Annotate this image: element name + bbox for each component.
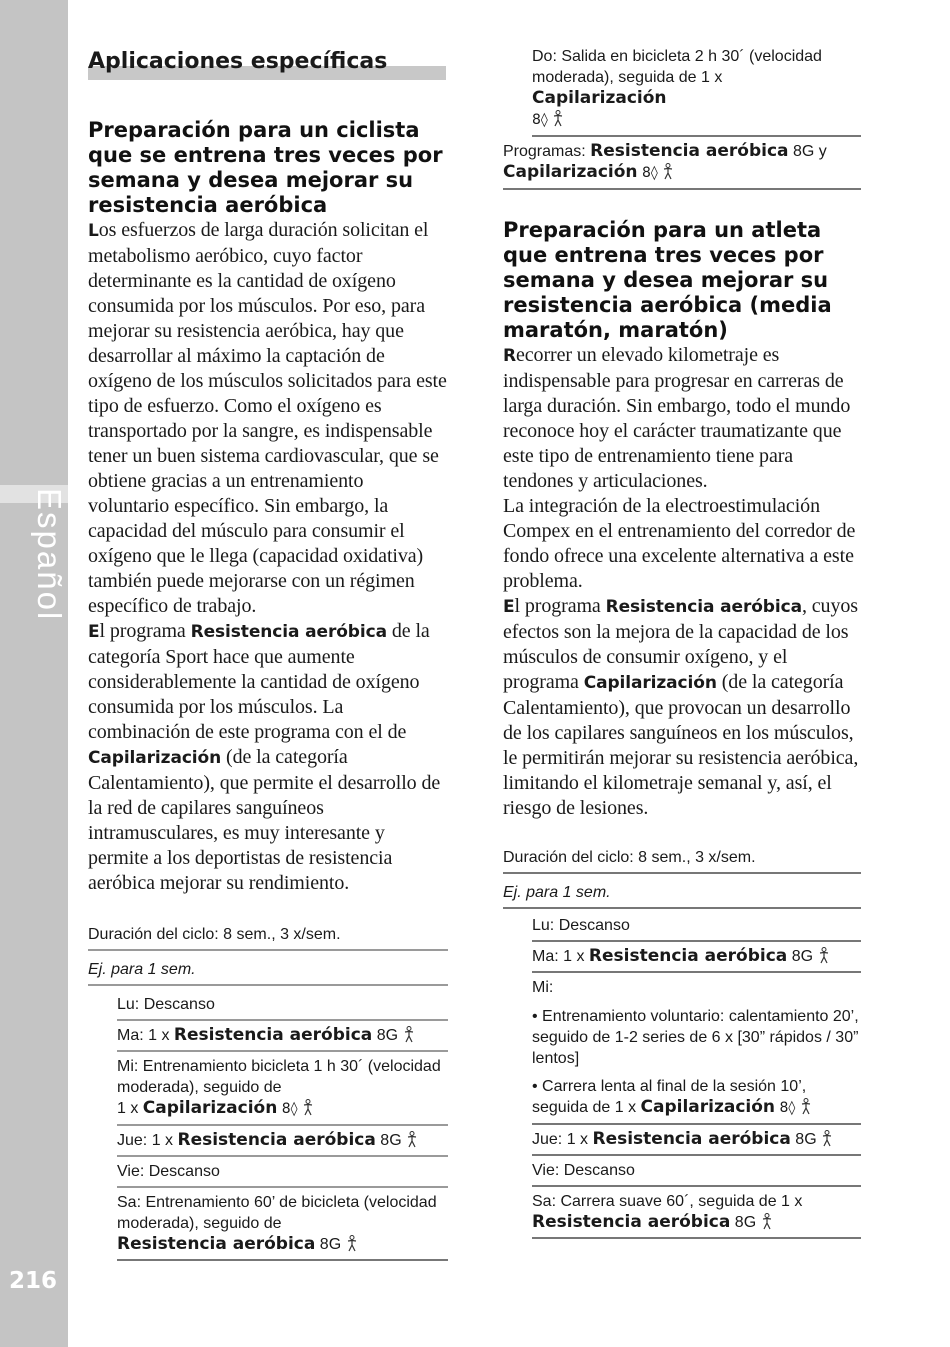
schedule-mi-bullet-1: • Entrenamiento voluntario: calentamiento 20’, seguido de 1-2 series de 6 x [30” rápidos / 30” lentos]: [532, 1008, 859, 1067]
schedule-mi: Mi:: [532, 979, 554, 996]
person-figure-icon: [761, 1213, 773, 1230]
schedule-mi-bullet-2: • Carrera lenta al final de la sesión 10’, seguida de 1 x Capilarización 8◊: [532, 1069, 861, 1125]
right-paragraph-1: Recorrer un elevado kilometraje es indispensable para progresar en carreras de larga duración. Sin embargo, todo el mundo reconoce hoy el carácter traumatizante que este tipo de entrenamiento tiene para tendones y articulaciones.: [503, 344, 851, 492]
programs-line: Programas: Resistencia aeróbica 8G y Capilarización 8◊: [503, 137, 861, 190]
schedule-do: Do: Salida en bicicleta 2 h 30´ (velocidad moderada), seguida de 1 x Capilarización 8◊: [532, 44, 861, 137]
side-bar: [0, 0, 68, 1347]
right-schedule: [503, 843, 861, 1239]
schedule-lu: Lu: Descanso: [532, 909, 861, 942]
schedule-ma: Ma: 1 x Resistencia aeróbica 8G: [532, 942, 861, 973]
cycle-duration: Duración del ciclo: 8 sem., 3 x/sem.: [503, 843, 861, 874]
cycle-duration: Duración del ciclo: 8 sem., 3 x/sem.: [88, 920, 448, 951]
schedule-sa: Sa: Carrera suave 60´, seguida de 1 x Resistencia aeróbica 8G: [532, 1187, 861, 1239]
schedule-ju: Jue: 1 x Resistencia aeróbica 8G: [117, 1126, 448, 1157]
left-column: [88, 118, 448, 1261]
schedule-mi: Mi: Entrenamiento bicicleta 1 h 30´ (velocidad moderada), seguido de 1 x Capilarización 8◊: [117, 1052, 448, 1126]
schedule-sa: Sa: Entrenamiento 60’ de bicicleta (velocidad moderada), seguido de Resistencia aeróbica 8G: [117, 1188, 448, 1261]
person-figure-icon: [302, 1099, 314, 1116]
schedule-ma: Ma: 1 x Resistencia aeróbica 8G: [117, 1021, 448, 1052]
schedule-vi: Vie: Descanso: [532, 1156, 861, 1187]
left-schedule: [88, 920, 448, 1261]
right-schedule-top: [503, 44, 861, 190]
left-heading: Preparación para un ciclista que se entrena tres veces por semana y desea mejorar su resistencia aeróbica: [88, 118, 443, 217]
schedule-ju: Jue: 1 x Resistencia aeróbica 8G: [532, 1125, 861, 1156]
right-heading: Preparación para un atleta que entrena tres veces por semana y desea mejorar su resistencia aeróbica (media maratón, maratón): [503, 218, 832, 342]
right-column: [503, 44, 861, 1239]
person-figure-icon: [800, 1098, 812, 1115]
person-figure-icon: [406, 1131, 418, 1148]
left-paragraph-1: Los esfuerzos de larga duración solicitan el metabolismo aeróbico, cuyo factor determinante es la cantidad de oxígeno consumida por los músculos. Por eso, para mejorar su resistencia aeróbica, hay que desarrollar al máximo la captación de oxígeno de los músculos solicitados para este tipo de esfuerzo. Como el oxígeno es transportado por la sangre, es indispensable tener un buen sistema cardiovascular, que se obtiene gracias a un entrenamiento voluntario específico. Sin embargo, la capacidad del músculo para consumir el oxígeno que le llega (capacidad oxidativa) también puede mejorarse con un régimen específico de trabajo.: [88, 219, 447, 617]
schedule-lu: Lu: Descanso: [117, 986, 448, 1021]
right-paragraph-3: El programa Resistencia aeróbica, cuyos efectos son la mejora de la capacidad de los músculos de consumir oxígeno, y el programa Capilarización (de la categoría Calentamiento), que provocan un desarrollo de los capilares sanguíneos en los músculos, le permitirán mejorar su resistencia aeróbica, limitando el kilometraje semanal y, así, el riesgo de lesiones.: [503, 595, 859, 819]
page-number: 216: [9, 1268, 58, 1294]
example-week: Ej. para 1 sem.: [88, 951, 448, 986]
person-figure-icon: [821, 1130, 833, 1147]
person-figure-icon: [552, 110, 564, 127]
section-title: Aplicaciones específicas: [88, 47, 446, 81]
language-label: Español: [31, 488, 68, 622]
person-figure-icon: [346, 1235, 358, 1252]
right-paragraph-2: La integración de la electroestimulación Compex en el entrenamiento del corredor de fondo ofrece una excelente alternativa a este problema.: [503, 495, 856, 592]
left-paragraph-2: El programa Resistencia aeróbica de la categoría Sport hace que aumente considerablemente la cantidad de oxígeno consumida por los músculos. La combinación de este programa con el de Capilarización (de la categoría Calentamiento), que permite el desarrollo de la red de capilares sanguíneos intramusculares, es muy interesante y permite a los deportistas de resistencia aeróbica mejorar su rendimiento.: [88, 620, 441, 894]
example-week: Ej. para 1 sem.: [503, 874, 861, 909]
person-figure-icon: [818, 947, 830, 964]
person-figure-icon: [662, 163, 674, 180]
person-figure-icon: [403, 1026, 415, 1043]
schedule-vi: Vie: Descanso: [117, 1157, 448, 1188]
